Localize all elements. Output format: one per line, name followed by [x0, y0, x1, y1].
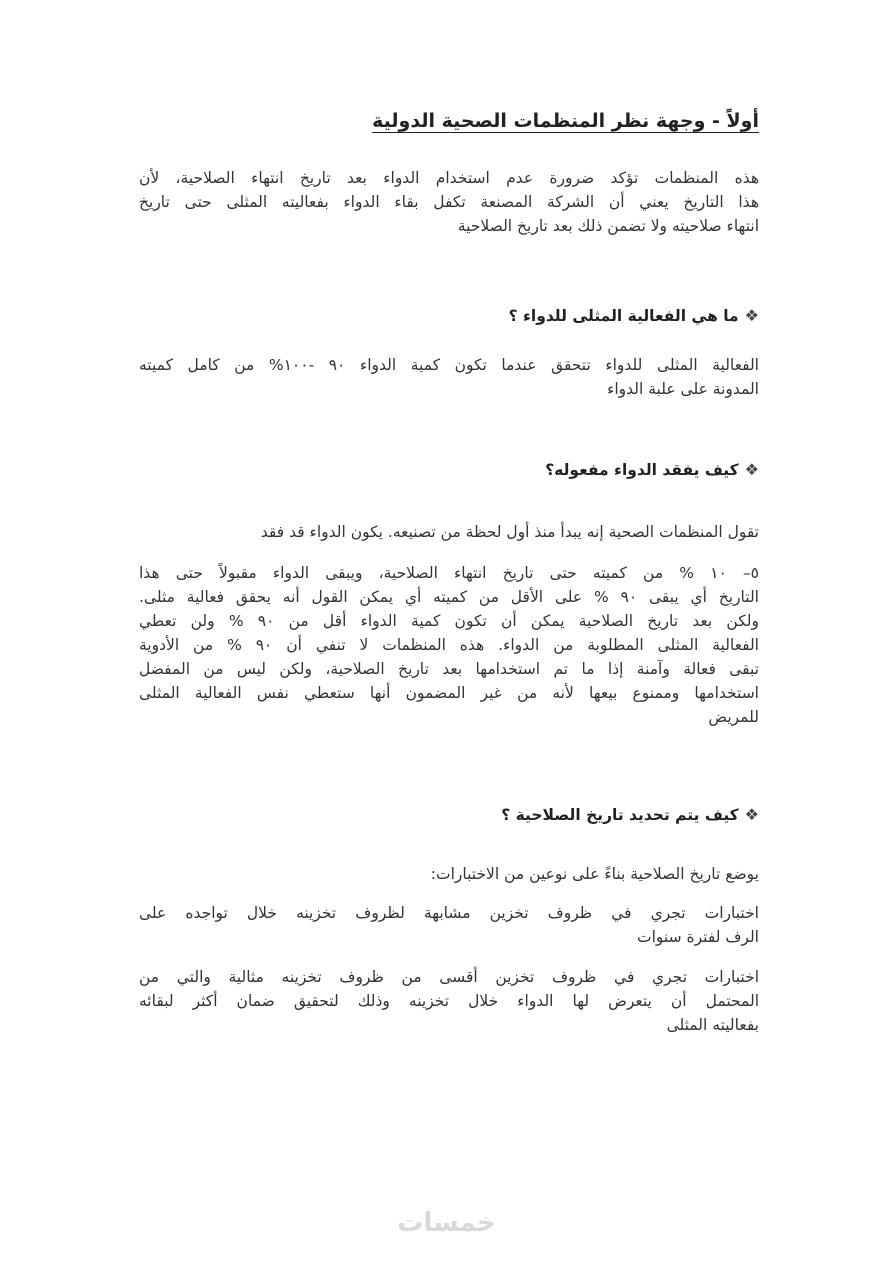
section-heading	[139, 805, 759, 824]
paragraph	[139, 965, 759, 1037]
heading-text: كيف يفقد الدواء مفعوله؟	[545, 461, 739, 479]
text-line: بفعاليته المثلى	[666, 1016, 759, 1034]
section-heading	[139, 306, 759, 325]
text-line: تقول المنظمات الصحية إنه يبدأ منذ أول لحظة من تصنيعه. يكون الدواء قد فقد	[260, 523, 759, 541]
page-title: أولاً - وجهة نظر المنظمات الصحية الدولية	[372, 110, 759, 132]
heading-text: كيف يتم تحديد تاريخ الصلاحية ؟	[501, 806, 739, 824]
text-line: اختبارات تجري في ظروف تخزين أقسى من ظروف تخزينه مثالية والتي من	[139, 968, 759, 986]
text-line: الفعالية المثلى المطلوبة من الدواء. هذه المنظمات لا تنفي أن ٩٠ % من الأدوية	[139, 636, 759, 654]
text-line: الرف لفترة سنوات	[637, 928, 759, 946]
section-heading	[139, 460, 759, 479]
paragraph	[139, 353, 759, 401]
text-line: للمريض	[708, 708, 759, 726]
text-line: المحتمل أن يتعرض لها الدواء خلال تخزينه وذلك لتحقيق ضمان أكثر لبقائه	[139, 992, 759, 1010]
paragraph	[139, 561, 759, 729]
text-line: استخدامها وممنوع بيعها لأنه من غير المضمون أنها ستعطي نفس الفعالية المثلى	[139, 684, 759, 702]
text-line: ٥– ١٠ % من كميته حتى تاريخ انتهاء الصلاحية، ويبقى الدواء مقبولاً حتى هذا	[139, 564, 759, 582]
diamond-bullet-icon: ❖	[744, 460, 759, 479]
text-line: يوضع تاريخ الصلاحية بناءً على نوعين من الاختبارات:	[430, 865, 759, 883]
text-line: التاريخ أي يبقى ٩٠ % على الأقل من كميته أي يمكن القول أنه يحقق فعالية مثلى.	[139, 588, 759, 606]
watermark-logo: خمسات	[397, 1208, 496, 1238]
heading-text: ما هي الفعالية المثلى للدواء ؟	[508, 307, 739, 325]
paragraph	[139, 862, 759, 886]
text-line: المدونة على علبة الدواء	[607, 380, 759, 398]
paragraph	[139, 901, 759, 949]
intro-paragraph	[139, 166, 759, 238]
text-line: هذا التاريخ يعني أن الشركة المصنعة تكفل بقاء الدواء بفعاليته المثلى حتى تاريخ	[139, 193, 759, 211]
text-line: تبقى فعالة وآمنة إذا ما تم استخدامها بعد تاريخ الصلاحية، ولكن ليس من المفضل	[139, 660, 759, 678]
text-line: هذه المنظمات تؤكد ضرورة عدم استخدام الدواء بعد تاريخ انتهاء الصلاحية، لأن	[139, 169, 759, 187]
text-line: انتهاء صلاحيته ولا تضمن ذلك بعد تاريخ الصلاحية	[457, 217, 759, 235]
text-line: ولكن بعد تاريخ الصلاحية يمكن أن تكون كمية الدواء أقل من ٩٠ % ولن تعطي	[139, 612, 759, 630]
paragraph	[139, 520, 759, 544]
page-title-block	[139, 110, 759, 132]
text-line: الفعالية المثلى للدواء تتحقق عندما تكون كمية الدواء ٩٠ -١٠٠% من كامل كميته	[139, 356, 759, 374]
text-line: اختبارات تجري في ظروف تخزين مشابهة لظروف تخزينه خلال تواجده على	[139, 904, 759, 922]
diamond-bullet-icon: ❖	[744, 805, 759, 824]
diamond-bullet-icon: ❖	[744, 306, 759, 325]
